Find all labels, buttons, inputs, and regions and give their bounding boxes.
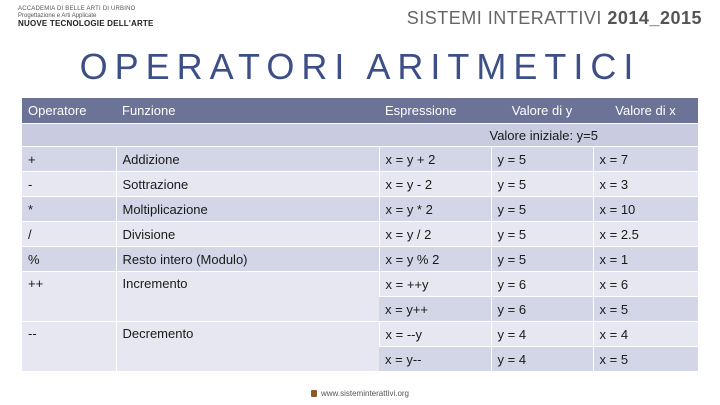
table-row (22, 197, 698, 222)
operators-table (22, 98, 698, 371)
operator-cell: - (22, 172, 116, 197)
site-logo-icon (311, 390, 317, 397)
expression-cell: x = y % 2 (379, 247, 491, 272)
expression-cell: x = y++ (379, 297, 491, 322)
y-value-cell: y = 5 (491, 197, 593, 222)
table-row (22, 322, 698, 347)
brand-name: SISTEMI INTERATTIVI (406, 8, 602, 28)
header-x-value: Valore di x (593, 98, 698, 124)
header-y-value: Valore di y (491, 98, 593, 124)
logo-line-course: NUOVE TECNOLOGIE DELL'ARTE (18, 19, 154, 28)
y-value-cell: y = 5 (491, 222, 593, 247)
function-cell: Incremento (116, 272, 379, 322)
expression-cell: x = --y (379, 322, 491, 347)
y-value-cell: y = 4 (491, 322, 593, 347)
table-header-row (22, 98, 698, 124)
expression-cell: x = y + 2 (379, 147, 491, 172)
operator-cell: -- (22, 322, 116, 372)
x-value-cell: x = 1 (593, 247, 698, 272)
function-cell: Decremento (116, 322, 379, 372)
y-value-cell: y = 5 (491, 147, 593, 172)
function-cell: Moltiplicazione (116, 197, 379, 222)
footer-url[interactable]: www.sisteminterattivi.org (320, 389, 410, 398)
academy-logo (18, 6, 154, 28)
header-expression: Espressione (379, 98, 491, 124)
x-value-cell: x = 7 (593, 147, 698, 172)
x-value-cell: x = 2.5 (593, 222, 698, 247)
y-value-cell: y = 6 (491, 297, 593, 322)
header-operator: Operatore (22, 98, 116, 124)
x-value-cell: x = 10 (593, 197, 698, 222)
brand-header (407, 8, 702, 29)
operator-cell: * (22, 197, 116, 222)
operator-cell: % (22, 247, 116, 272)
x-value-cell: x = 6 (593, 272, 698, 297)
x-value-cell: x = 5 (593, 297, 698, 322)
x-value-cell: x = 5 (593, 347, 698, 372)
x-value-cell: x = 3 (593, 172, 698, 197)
table-row (22, 247, 698, 272)
y-value-cell: y = 5 (491, 172, 593, 197)
logo-line-department: Progettazione e Arti Applicate (18, 13, 97, 19)
y-value-cell: y = 4 (491, 347, 593, 372)
logo-line-academy: ACCADEMIA DI BELLE ARTI DI URBINO (18, 6, 136, 12)
expression-cell: x = y / 2 (379, 222, 491, 247)
table-row (22, 147, 698, 172)
expression-cell: x = y * 2 (379, 197, 491, 222)
y-value-cell: y = 6 (491, 272, 593, 297)
operator-cell: ++ (22, 272, 116, 322)
function-cell: Sottrazione (116, 172, 379, 197)
operator-cell: + (22, 147, 116, 172)
operator-cell: / (22, 222, 116, 247)
function-cell: Divisione (116, 222, 379, 247)
expression-cell: x = y - 2 (379, 172, 491, 197)
x-value-cell: x = 4 (593, 322, 698, 347)
table-row (22, 222, 698, 247)
table-row (22, 272, 698, 297)
header-function: Funzione (116, 98, 379, 124)
brand-year: 2014_2015 (607, 8, 702, 28)
y-value-cell: y = 5 (491, 247, 593, 272)
expression-cell: x = ++y (379, 272, 491, 297)
slide-title: OPERATORI ARITMETICI (79, 46, 641, 87)
expression-cell: x = y-- (379, 347, 491, 372)
footer (0, 389, 720, 398)
function-cell: Resto intero (Modulo) (116, 247, 379, 272)
initial-value-row (22, 124, 698, 147)
table-row (22, 172, 698, 197)
function-cell: Addizione (116, 147, 379, 172)
initial-value-text: Valore iniziale: y=5 (22, 124, 698, 147)
